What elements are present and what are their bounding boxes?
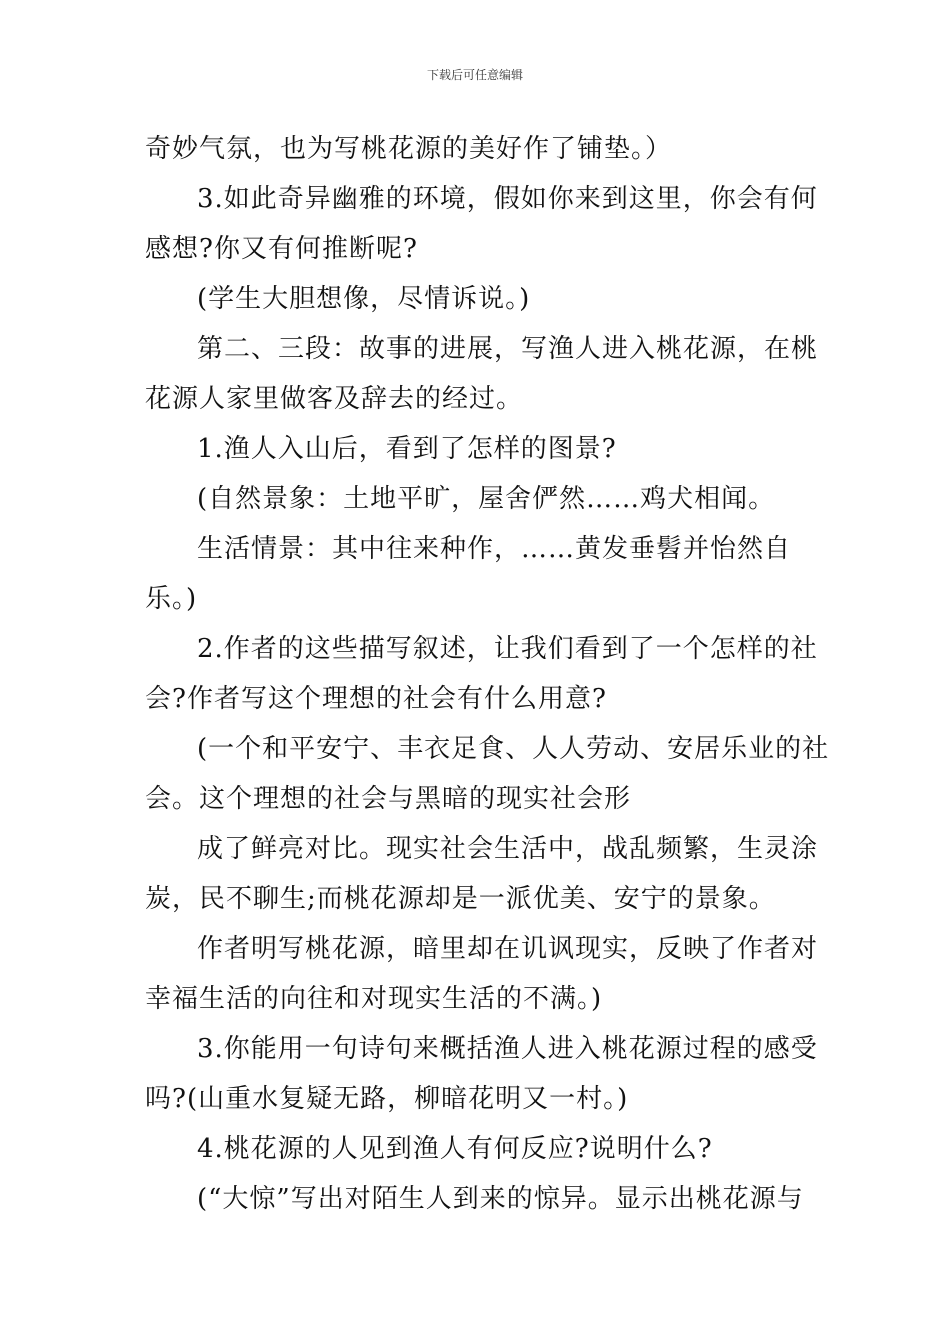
text-line-21: 4.桃花源的人见到渔人有何反应?说明什么?: [197, 1134, 713, 1164]
text-line-18: 幸福生活的向往和对现实生活的不满。): [145, 984, 603, 1014]
text-line-2: 3.如此奇异幽雅的环境，假如你来到这里，你会有何: [197, 184, 818, 214]
text-line-1: 奇妙气氛，也为写桃花源的美好作了铺垫。）: [145, 134, 673, 164]
text-line-15: 成了鲜亮对比。现实社会生活中，战乱频繁，生灵涂: [197, 834, 819, 864]
text-line-5: 第二、三段：故事的进展，写渔人进入桃花源，在桃: [197, 334, 819, 364]
text-line-11: 2.作者的这些描写叙述，让我们看到了一个怎样的社: [197, 634, 818, 664]
text-line-9: 生活情景：其中往来种作，……黄发垂髫并怡然自: [197, 534, 792, 564]
text-line-7: 1.渔人入山后，看到了怎样的图景?: [197, 434, 617, 464]
text-line-6: 花源人家里做客及辞去的经过。: [145, 384, 524, 414]
text-line-16: 炭，民不聊生;而桃花源却是一派优美、安宁的景象。: [145, 884, 776, 914]
text-line-17: 作者明写桃花源，暗里却在讥讽现实，反映了作者对: [197, 934, 819, 964]
text-line-22: (“大惊”写出对陌生人到来的惊异。显示出桃花源与: [197, 1184, 804, 1214]
text-line-8: (自然景象：土地平旷，屋舍俨然……鸡犬相闻。: [197, 484, 776, 514]
text-line-12: 会?作者写这个理想的社会有什么用意?: [145, 684, 607, 714]
text-line-4: (学生大胆想像，尽情诉说。): [197, 284, 531, 314]
text-line-3: 感想?你又有何推断呢?: [145, 234, 418, 264]
text-line-13: (一个和平安宁、丰衣足食、人人劳动、安居乐业的社: [197, 734, 830, 764]
page-header: 下载后可任意编辑: [426, 68, 523, 82]
text-line-14: 会。这个理想的社会与黑暗的现实社会形: [145, 784, 632, 814]
text-line-19: 3.你能用一句诗句来概括渔人进入桃花源过程的感受: [197, 1034, 818, 1064]
text-line-10: 乐。): [145, 584, 198, 614]
text-line-20: 吗?(山重水复疑无路，柳暗花明又一村。): [145, 1084, 629, 1114]
